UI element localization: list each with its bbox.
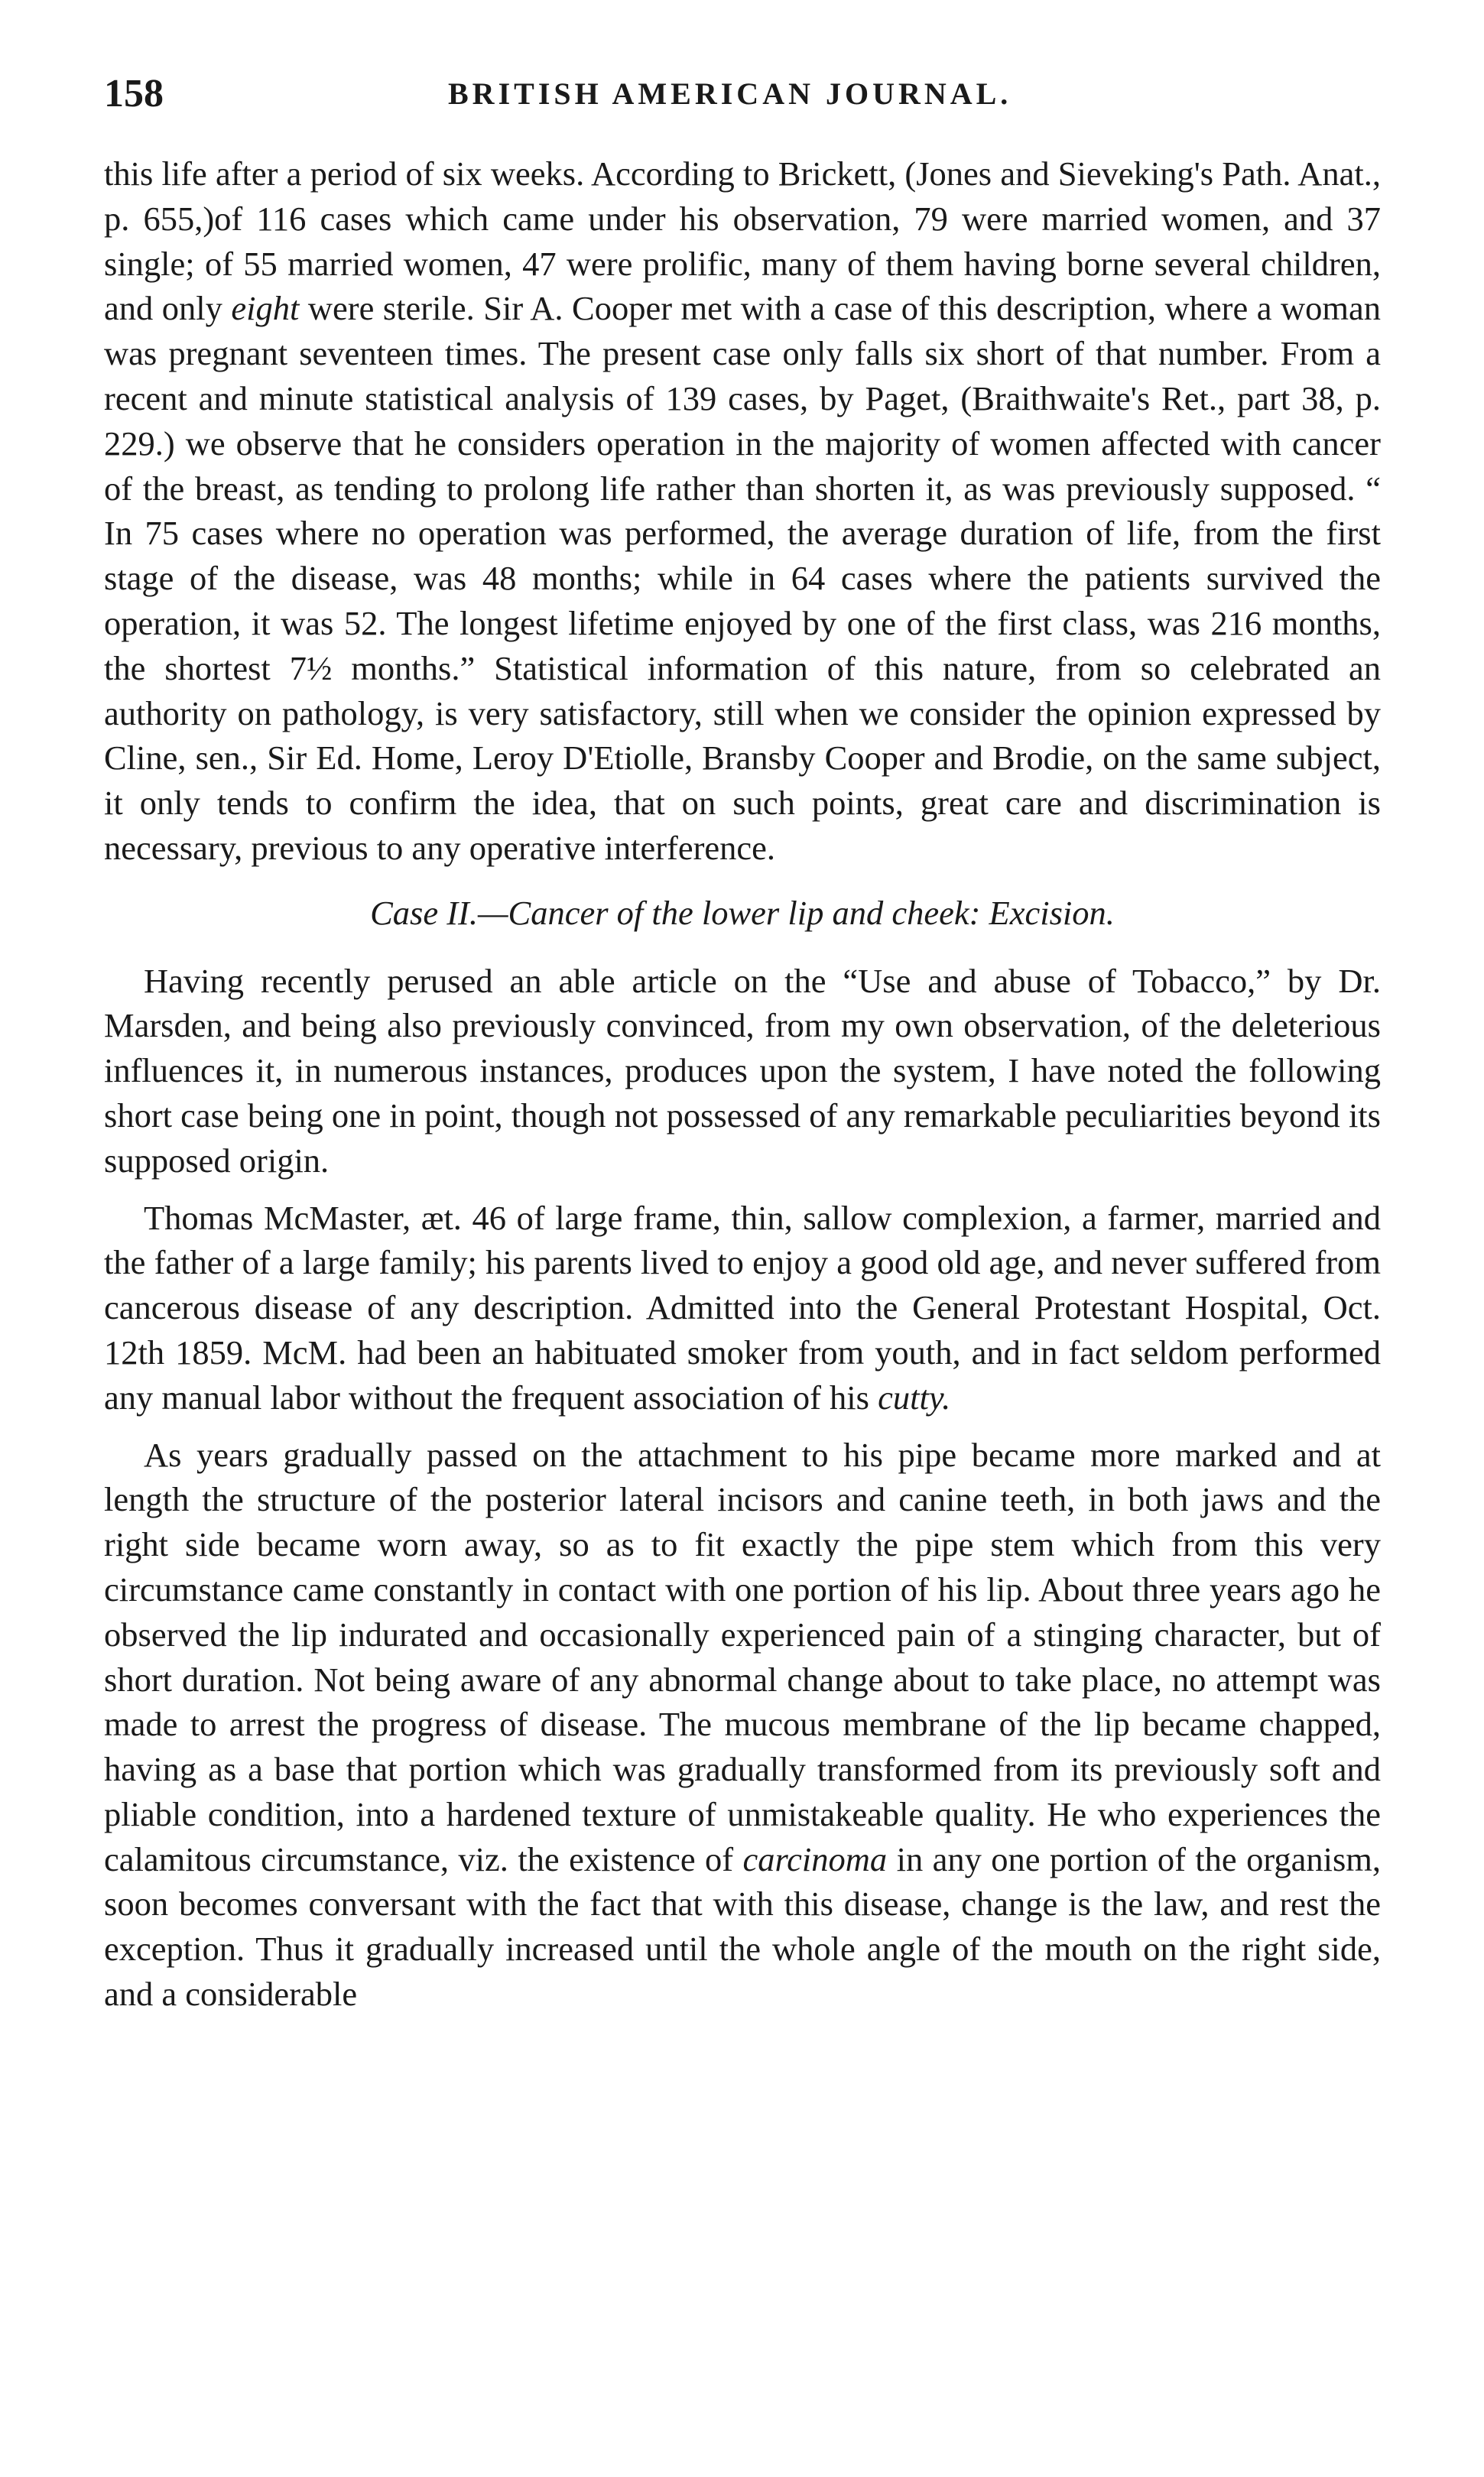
page-header (104, 67, 1381, 121)
page-number: 158 (104, 72, 164, 115)
paragraph-intro: Having recently perused an able article on the “Use and abuse of Tobacco,” by Dr. Marsden, and being also previously convinced, from my own observation, of the deleterious influences it, in numerous instances, produces upon the system, I have noted the following short case being one in point, though not possessed of any remarkable peculiarities beyond its supposed origin. (104, 961, 1381, 1180)
running-head: BRITISH AMERICAN JOURNAL. (448, 76, 1012, 111)
paragraph-history (104, 1433, 1381, 2017)
section-heading: Case II.—Cancer of the lower lip and cheek: Excision. (370, 893, 1115, 932)
article-body (104, 151, 1381, 2029)
paragraph-text: in any one portion of the organism, soon becomes conversant with the fact that with this disease, change is the law, and rest the exception. Thus it gradually increased until the whole angle of the mouth on the right side, and a considerable (104, 1839, 1382, 2014)
paragraph-text: were sterile. Sir A. Cooper met with a case of this description, where a woman was pregnant seventeen times. The present case only falls six short of that number. From a recent and minute statistical analysis of 139 cases, by Paget, (Braithwaite's Ret., part 38, p. 229.) we observe that he considers operation in the majority of women affected with cancer of the breast, as tending to prolong life rather than shorten it, as was previously supposed. “ In 75 cases where no operation was performed, the average duration of life, from the first stage of the disease, was 48 months; while in 64 cases where the patients survived the operation, it was 52. The longest lifetime enjoyed by one of the first class, was 216 months, the shortest 7½ months.” Statistical information of this nature, from so celebrated an authority on pathology, is very satisfactory, still when we consider the opinion expressed by Cline, sen., Sir Ed. Home, Leroy D'Etiolle, Bransby Cooper and Brodie, on the same subject, it only tends to confirm the idea, that on such points, great care and discrimination is necessary, previous to any operative interference. (104, 289, 1381, 867)
paragraph-patient (104, 1196, 1381, 1420)
emphasis-text: carcinoma (742, 1839, 888, 1878)
paragraph-text: this life after a period of six weeks. According to Brickett, (Jones and Sieveking's Path. Anat., p. 655,)of 116 cases which came under his observation, 79 were married women, and 37 single; of 55 married women, 47 were prolific, many of them having borne several children, and only (104, 154, 1381, 328)
emphasis-text: eight (231, 289, 300, 328)
paragraph-text: As years gradually passed on the attachment to his pipe became more marked and at length the structure of the posterior lateral incisors and canine teeth, in both jaws and the right side became worn away, so as to fit exactly the pipe stem which from this very circumstance came constantly in contact with one portion of his lip. About three years ago he observed the lip indurated and occasionally experienced pain of a stinging character, but of short duration. Not being aware of any abnormal change about to take place, no attempt was made to arrest the progress of disease. The mucous membrane of the lip became chapped, having as a base that portion which was gradually transformed from its previously soft and pliable condition, into a hardened texture of unmistakeable quality. He who experiences the calamitous circumstance, viz. the existence of (104, 1435, 1381, 1878)
paragraph-continuation (104, 151, 1381, 871)
emphasis-text: cutty. (878, 1378, 951, 1417)
paragraph-text: Thomas McMaster, æt. 46 of large frame, thin, sallow complexion, a farmer, married and the father of a large family; his parents lived to enjoy a good old age, and never suffered from cancerous disease of any description. Admitted into the General Protestant Hospital, Oct. 12th 1859. McM. had been an habituated smoker from youth, and in fact seldom performed any manual labor without the frequent association of his (104, 1198, 1381, 1417)
